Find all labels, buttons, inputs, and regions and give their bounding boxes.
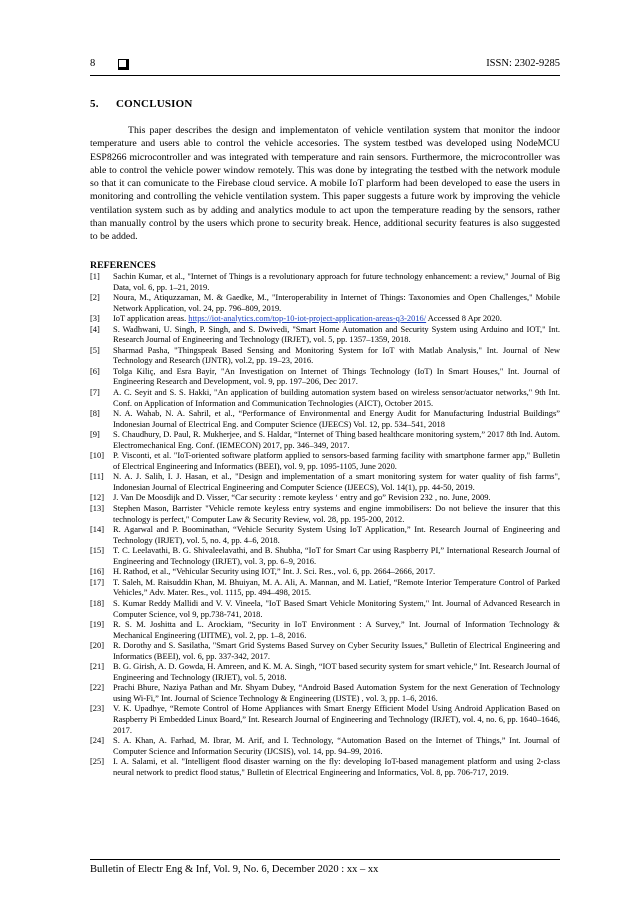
reference-text: Noura, M., Atiquzzaman, M. & Gaedke, M., "Interoperability in Internet of Things: Taxonomies and Open Challenges," Mobile Network Application, vol. 24, pp. 796–809, 2019. <box>113 292 560 313</box>
section-heading <box>90 98 193 110</box>
conclusion-paragraph: This paper describes the design and implementaton of vehicle ventilation system that monitor the indoor temperature and users able to control the vehicle accesories. The system testbed was developed using NodeMCU ESP8266 microcontroller and was integrated with temperature and rain sensors. Furthermore, the microcontroller was able to control the vehicle power window remotely. This was done by integrating the testbed with the network module so that it can comunicate to the Firebase cloud service. A mobile IoT plarform had been developed to ease the users in monitoring and controlling the vehicle ventilation system. This paper suggests a future work by improving the vehicle ventilation system such as by adding and analytics module to act upon the temperature reading by the sensors, rather than manually control by the users which prone to security break. Hence, additional security features is also suggested to be added. <box>90 125 560 243</box>
reference-item <box>90 450 560 471</box>
reference-text: Tolga Kiliç, and Esra Bayir, "An Investigation on Internet of Things Technology (IoT) In Smart Houses," Int. Journal of Engineering Research and Development, vol. 9, pp. 197–206, Dec 2017. <box>113 365 560 387</box>
references-heading: REFERENCES <box>90 260 156 271</box>
reference-item <box>90 619 560 640</box>
reference-item <box>90 324 560 345</box>
reference-number: [3] <box>90 313 100 324</box>
reference-text: IoT application areas. <box>113 313 189 324</box>
reference-item <box>90 682 560 703</box>
reference-item <box>90 408 560 429</box>
reference-text: R. S. M. Joshitta and L. Arockiam, “Security in IoT Environment : A Survey,” Int. Journal of Information Technology & Mechanical Engineering (IJITME), vol. 2, pp. 1–8, 2016. <box>113 619 560 640</box>
reference-text: R. Dorothy and S. Sasilatha, "Smart Grid Systems Based Survey on Cyber Security Issues," Bulletin of Electrical Engineering and Informatics (BEEI), vol. 6, pp. 337-342, 2017. <box>113 640 560 661</box>
reference-item <box>90 503 560 524</box>
reference-text: R. Agarwal and P. Boominathan, “Vehicle Security System Using IoT Application,” Int. Research Journal of Engineering and Technology (IRJET), vol. 5, no. 4, pp. 4–6, 2018. <box>113 524 560 545</box>
reference-number: [9] <box>90 429 100 440</box>
reference-number: [4] <box>90 323 100 334</box>
reference-text: S. Wadhwani, U. Singh, P. Singh, and S. Dwivedi, "Smart Home Automation and Security System using Arduino and IOT," Int. Research Journal of Engineering and Technology (IRJET), vol. 5, pp. 1357–1359, 2018. <box>113 323 560 345</box>
reference-number: [25] <box>90 756 105 767</box>
reference-item <box>90 345 560 366</box>
reference-number: [19] <box>90 619 105 630</box>
reference-item <box>90 756 560 777</box>
reference-text: Stephen Mason, Barrister "Vehicle remote keyless entry systems and engine immobilisers: Do not believe the insurer that this technology is perfect," Computer Law & Security Review, vol. 28, pp. 195-200, 2012. <box>113 503 560 524</box>
reference-text: N. A. J. Salih, I. J. Hasan, et al., "Design and implementation of a smart monitoring system for water quality of fish farms", Indonesian Journal of Electrical Engineering and Computer Science (IJEECS), Vol. 14(1), pp. 44-50, 2019. <box>113 471 560 492</box>
reference-number: [24] <box>90 735 105 746</box>
reference-item <box>90 640 560 661</box>
reference-item <box>90 492 560 503</box>
reference-text: H. Rathod, et al., “Vehicular Security using IOT,” Int. J. Sci. Res., vol. 6, pp. 2664–2666, 2017. <box>113 566 436 577</box>
reference-number: [15] <box>90 545 105 556</box>
reference-number: [5] <box>90 344 100 355</box>
reference-item <box>90 292 560 313</box>
reference-number: [14] <box>90 524 105 535</box>
section-number: 5. <box>90 98 99 110</box>
issn-label: ISSN: 2302-9285 <box>486 58 560 69</box>
reference-item <box>90 387 560 408</box>
reference-number: [22] <box>90 682 105 693</box>
reference-item <box>90 471 560 492</box>
reference-text: Sachin Kumar, et al., "Internet of Things is a revolutionary approach for future technology enhancement: a review," Journal of Big Data, vol. 6, pp. 1–21, 2019. <box>113 271 560 292</box>
reference-number: [20] <box>90 640 105 651</box>
reference-text: T. Saleh, M. Raisuddin Khan, M. Bhuiyan, M. A. Ali, A. Mannan, and M. Latief, “Remote Interior Temperature Control of Parked Vehicles,” Adv. Mater. Res., vol. 1115, pp. 494–498, 2015. <box>113 576 560 598</box>
reference-number: [8] <box>90 408 100 419</box>
reference-number: [2] <box>90 292 100 303</box>
reference-item <box>90 271 560 292</box>
reference-item <box>90 577 560 598</box>
reference-item <box>90 598 560 619</box>
reference-text: V. K. Upadhye, “Remote Control of Home Appliances with Smart Energy Efficient Model Using Android Application Based on Raspberry Pi Embedded Linux Board,” Int. Research Journal of Engineering and Technology (IRJET), vol. 4, no. 6, pp. 1640–1646, 2017. <box>113 703 560 735</box>
reference-number: [7] <box>90 387 100 398</box>
page-header <box>90 58 560 74</box>
reference-number: [21] <box>90 661 105 672</box>
reference-text: T. C. Leelavathi, B. G. Shivaleelavathi, and B. Shubha, “IoT for Smart Car using Raspberry PI,” International Research Journal of Engineering and Technology (IRJET), vol. 3, pp. 6–9, 2016. <box>113 545 560 566</box>
reference-item <box>90 661 560 682</box>
reference-text: P. Visconti, et al. "IoT-oriented software platform applied to sensors-based farming facility with smartphone farmer app," Bulletin of Electrical Engineering and Informatics (BEEI), vol. 9, pp. 1095-1105, June 2020. <box>113 450 560 471</box>
reference-number: [23] <box>90 703 105 714</box>
reference-link[interactable]: https://iot-analytics.com/top-10-iot-project-application-areas-q3-2016/ <box>188 313 427 324</box>
page-number: 8 <box>90 58 96 69</box>
reference-item <box>90 703 560 735</box>
reference-item <box>90 313 560 324</box>
reference-text: Accessed 8 Apr 2020. <box>426 313 502 324</box>
reference-item <box>90 735 560 756</box>
reference-list <box>90 271 560 777</box>
reference-item <box>90 366 560 387</box>
reference-text: Prachi Bhure, Naziya Pathan and Mr. Shyam Dubey, “Android Based Automation System for the next Generation of Technology using Wi-Fi,” Int. Journal of Science Technology & Engineering (IJSTE) , vol. 3, pp. 1–6, 2016. <box>113 682 560 703</box>
reference-number: [1] <box>90 271 100 281</box>
reference-item <box>90 429 560 450</box>
reference-number: [17] <box>90 576 105 587</box>
reference-number: [18] <box>90 597 105 608</box>
reference-text: N. A. Wahab, N. A. Sahril, et al., “Performance of Environmental and Energy Audit for Manufacturing Industrial Buildings” Indonesian Journal of Electrical Eng. and Computer Science (IJEECS) Vol. 12, pp. 534–541, 2018 <box>113 408 560 429</box>
section-title: CONCLUSION <box>116 98 193 110</box>
box-icon <box>118 59 127 68</box>
header-rule <box>90 75 560 76</box>
reference-text: S. Chaudhury, D. Paul, R. Mukherjee, and S. Haldar, “Internet of Thing based healthcare monitoring system,” 2017 8th Ind. Autom. Electromechanical Eng. Conf. (IEMECON) 2017, pp. 346–349, 2017. <box>113 429 560 450</box>
reference-item <box>90 524 560 545</box>
reference-text: Sharmad Pasha, "Thingspeak Based Sensing and Monitoring System for IoT with Matlab Analysis," Int. Journal of New Technology and Research (IJNTR), vol.2, pp. 19–23, 2016. <box>113 344 560 366</box>
reference-number: [10] <box>90 450 105 461</box>
reference-text: S. A. Khan, A. Farhad, M. Ibrar, M. Arif, and I. Technology, “Automation Based on the Internet of Things,” Int. Journal of Computer Science and Information Security (IJCSIS), vol. 14, pp. 94–99, 2016. <box>113 735 560 756</box>
footer-rule <box>90 859 560 860</box>
reference-text: J. Van De Moosdijk and D. Visser, “Car security : remote keyless ‘ entry and go” Revision 232 , no. June, 2009. <box>113 492 491 503</box>
reference-number: [13] <box>90 503 105 514</box>
reference-item <box>90 566 560 577</box>
page-footer: Bulletin of Electr Eng & Inf, Vol. 9, No. 6, December 2020 : xx – xx <box>90 864 379 875</box>
reference-number: [11] <box>90 471 104 482</box>
reference-item <box>90 545 560 566</box>
reference-number: [12] <box>90 492 105 503</box>
reference-text: B. G. Girish, A. D. Gowda, H. Amreen, and K. M. A. Singh, “IOT based security system for smart vehicle,” Int. Research Journal of Engineering and Technology (IRJET), vol. 5, 2018. <box>113 661 560 682</box>
reference-number: [16] <box>90 566 105 577</box>
reference-number: [6] <box>90 365 100 376</box>
reference-text: I. A. Salami, et al. "Intelligent flood disaster warning on the fly: developing IoT-based management platform and using 2-class neural network to predict flood status," Bulletin of Electrical Engineering and Informatics, Vol. 8, pp. 706-717, 2019. <box>113 756 560 777</box>
reference-text: A. C. Seyit and S. S. Hakki, "An application of building automation system based on wireless sensor/actuator networks," 9th Int. Conf. on Application of Information and Communication Technologies (AICT), October 2015. <box>113 387 560 408</box>
reference-text: S. Kumar Reddy Mallidi and V. V. Vineela, "IoT Based Smart Vehicle Monitoring System," Int. Journal of Advanced Research in Computer Science, vol 9, pp.738-741, 2018. <box>113 597 560 619</box>
